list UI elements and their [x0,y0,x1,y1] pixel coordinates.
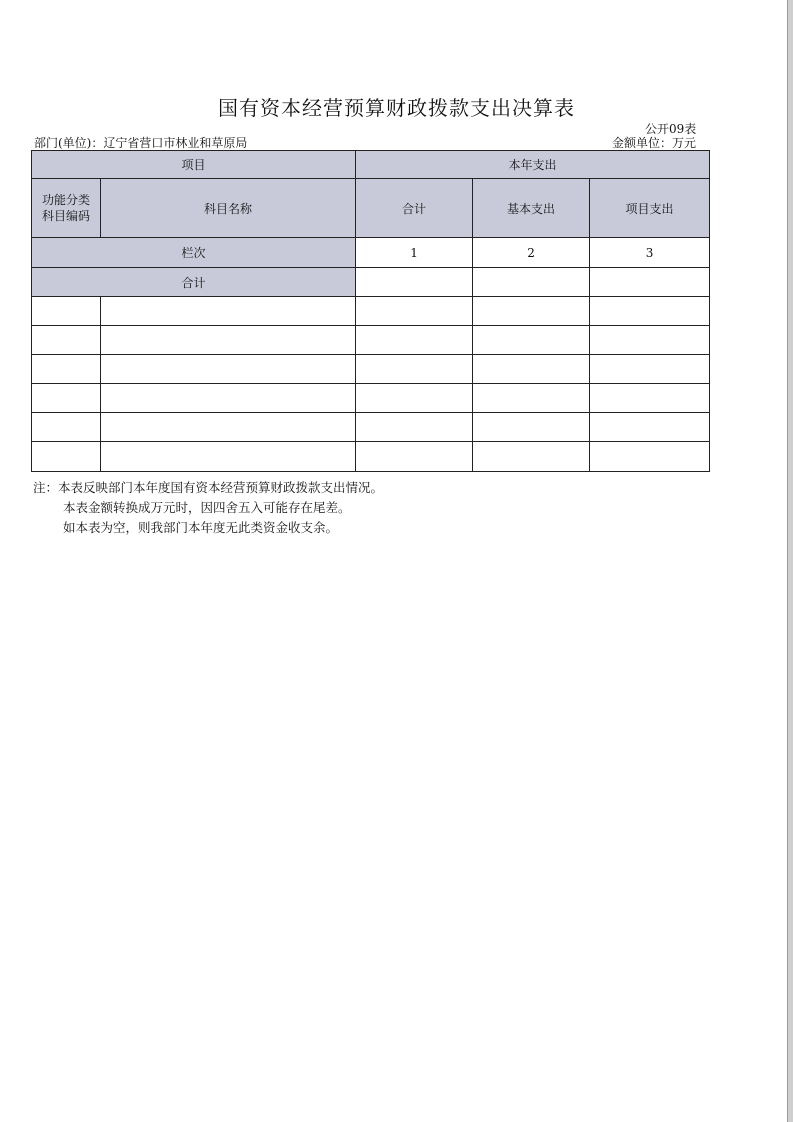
page-title: 国有资本经营预算财政拨款支出决算表 [218,96,575,120]
table-cell [356,413,473,442]
table-cell [356,442,473,472]
note-text-1: 本表反映部门本年度国有资本经营预算财政拨款支出情况。 [58,480,384,495]
table-cell [473,355,590,384]
header-basic: 基本支出 [473,179,590,238]
header-current-year: 本年支出 [356,151,710,179]
note-line-2: 本表金额转换成万元时，因四舍五入可能存在尾差。 [63,500,351,515]
table-cell [101,297,356,326]
note-line-1 [33,478,383,498]
col-index-1: 1 [356,238,473,268]
header-project-exp: 项目支出 [590,179,710,238]
table-cell [101,355,356,384]
table-cell [356,355,473,384]
col-index-3: 3 [590,238,710,268]
table-cell [473,413,590,442]
sum-total-cell [356,268,473,297]
table-cell [356,297,473,326]
table-cell [101,384,356,413]
page-edge [787,0,793,1122]
table-cell [590,355,710,384]
table-cell [32,326,101,355]
table-cell [590,384,710,413]
sum-row [32,268,710,297]
table-row [32,355,710,384]
table-cell [590,326,710,355]
table-cell [32,297,101,326]
table-cell [32,355,101,384]
table-row [32,442,710,472]
table-cell [473,442,590,472]
table-row [32,326,710,355]
table-cell [101,413,356,442]
header-subject-name: 科目名称 [101,179,356,238]
table-cell [101,326,356,355]
table-cell [32,413,101,442]
table-cell [473,384,590,413]
note-line-3: 如本表为空，则我部门本年度无此类资金收支余。 [63,520,339,535]
table-cell [590,297,710,326]
row-index-label: 栏次 [32,238,356,268]
amount-unit-label: 金额单位：万元 [612,136,697,150]
table-row [32,297,710,326]
expenditure-table [31,150,710,472]
table-cell [101,442,356,472]
table-row [32,413,710,442]
sum-basic-cell [473,268,590,297]
header-func-code [32,179,101,238]
header-row-top [32,151,710,179]
table-cell [590,442,710,472]
sum-row-label: 合计 [32,268,356,297]
table-cell [356,384,473,413]
form-number: 公开09表 [645,122,697,136]
index-row [32,238,710,268]
header-row-sub [32,179,710,238]
table-cell [473,297,590,326]
col-index-2: 2 [473,238,590,268]
department-label: 部门(单位)：辽宁省营口市林业和草原局 [34,136,248,150]
table-cell [356,326,473,355]
header-total: 合计 [356,179,473,238]
sum-project-cell [590,268,710,297]
header-func-code-text: 功能分类科目编码 [41,193,90,223]
notes [33,478,383,538]
table-row [32,384,710,413]
header-project: 项目 [32,151,356,179]
table-cell [32,442,101,472]
table-cell [473,326,590,355]
table-cell [32,384,101,413]
table-cell [590,413,710,442]
note-prefix: 注： [33,480,59,495]
